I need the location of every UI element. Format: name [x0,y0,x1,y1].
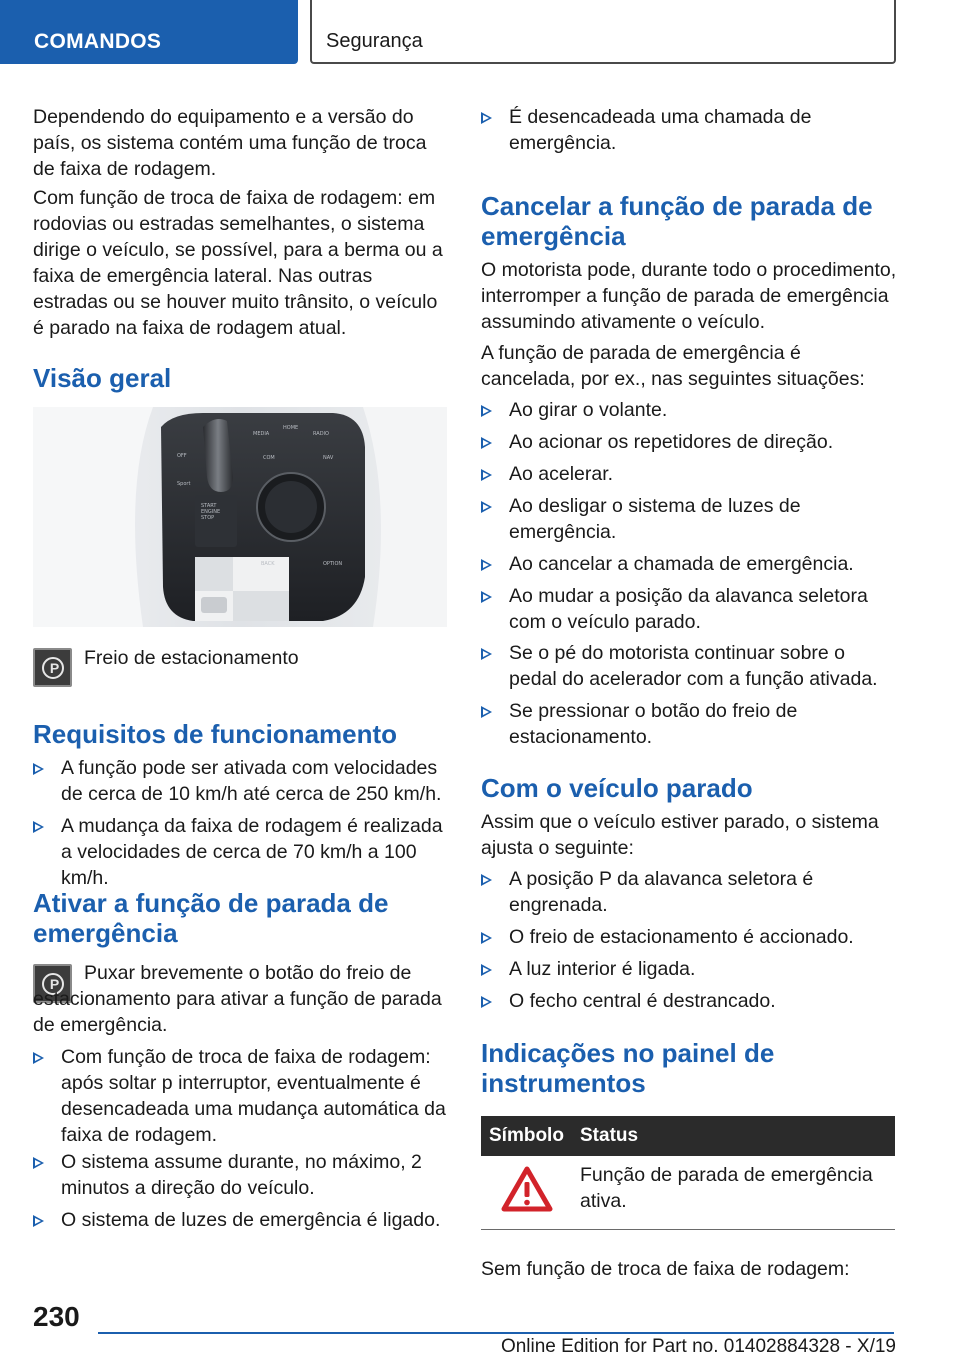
heading-activate: Ativar a função de parada de emergência [33,888,389,948]
bullet-triangle-icon [481,996,492,1008]
chapter-label: Segurança [326,30,423,52]
svg-text:BACK: BACK [261,561,275,567]
footer-rule [98,1332,894,1334]
bullet-triangle-icon [481,437,492,449]
list-item: Ao girar o volante. [481,397,897,423]
svg-text:MEDIA: MEDIA [253,431,270,437]
bullet-triangle-icon [33,1215,44,1227]
list-item: Se pressionar o botão do freio de estacionamento. [481,698,897,750]
intro-paragraph-1: Dependendo do equipamento e a versão do país, os sistema contém uma função de troca de faixa de rodagem. [33,106,427,180]
bullet-triangle-icon [33,1052,44,1064]
bullet-triangle-icon [481,706,492,718]
bullet-triangle-icon [481,932,492,944]
svg-text:STOP: STOP [201,515,215,521]
table-row [481,1156,895,1230]
list-item: A função pode ser ativada com velocidades de cerca de 10 km/h até cerca de 250 km/h. [33,755,447,807]
bullet-triangle-icon [33,1157,44,1169]
cancel-paragraph-1: O motorista pode, durante todo o procedimento, interromper a função de parada de emergência assumindo ativamente o veículo. [481,259,897,333]
bullet-triangle-icon [481,501,492,513]
parking-brake-caption: Freio de estacionamento [84,647,299,669]
bullet-triangle-icon [481,964,492,976]
parking-brake-icon: P [33,964,72,1003]
cancel-paragraph-2: A função de parada de emergência é cancelada, por ex., nas seguintes situações: [481,342,865,390]
status-text: Função de parada de emergência ativa. [580,1164,873,1212]
stopped-paragraph: Assim que o veículo estiver parado, o sistema ajusta o seguinte: [481,811,879,859]
warning-triangle-icon [501,1166,553,1212]
section-tab [0,0,298,64]
bullet-triangle-icon [481,469,492,481]
table-header [481,1116,895,1156]
svg-text:OFF: OFF [177,453,187,459]
center-console-photo [33,407,447,627]
svg-text:ENGINE: ENGINE [201,509,221,515]
chapter-box [310,0,896,64]
svg-text:START: START [201,503,217,509]
heading-stopped: Com o veículo parado [481,773,753,803]
heading-indications: Indicações no painel de instrumentos [481,1038,775,1098]
bullet-triangle-icon [33,763,44,775]
column-header-symbol: Símbolo [489,1125,564,1146]
list-item: O freio de estacionamento é accionado. [481,924,897,950]
svg-text:RADIO: RADIO [313,431,329,437]
intro-paragraph-2: Com função de troca de faixa de rodagem: em rodovias ou estradas semelhantes, o sistema dirige o veículo, se possível, para a berma ou a faixa de emergência lateral. Nas outras estradas ou se houver muito trânsito, o veículo é parado na faixa de rodagem atual. [33,187,443,339]
without-lane-change-text: Sem função de troca de faixa de rodagem: [481,1258,850,1280]
list-item: O sistema assume durante, no máximo, 2 minutos a direção do veículo. [33,1149,447,1201]
activate-paragraph: Puxar brevemente o botão do freio de estacionamento para ativar a função de parada de emergência. [33,962,442,1036]
svg-text:Sport: Sport [177,481,191,487]
svg-text:HOME: HOME [283,425,299,431]
list-item: Ao desligar o sistema de luzes de emergência. [481,493,897,545]
parking-brake-icon: P [33,648,72,687]
bullet-triangle-icon [481,112,492,124]
page-header [0,0,960,66]
heading-cancel: Cancelar a função de parada de emergência [481,191,873,251]
list-item: O fecho central é destrancado. [481,988,897,1014]
bullet-triangle-icon [33,821,44,833]
bullet-triangle-icon [481,648,492,660]
heading-requirements: Requisitos de funcionamento [33,719,398,749]
section-label: COMANDOS [34,30,162,53]
list-item: Ao acionar os repetidores de direção. [481,429,897,455]
list-item: Se o pé do motorista continuar sobre o pedal do acelerador com a função ativada. [481,640,897,692]
list-item: Ao acelerar. [481,461,897,487]
list-item: A posição P da alavanca seletora é engrenada. [481,866,897,918]
page-number: 230 [33,1301,80,1332]
bullet-triangle-icon [481,405,492,417]
list-item: O sistema de luzes de emergência é ligado. [33,1207,447,1233]
edition-text: Online Edition for Part no. 01402884328 - X/19 [500,1336,896,1357]
list-item: É desencadeada uma chamada de emergência. [481,104,895,156]
bullet-triangle-icon [481,559,492,571]
svg-text:COM: COM [263,455,275,461]
svg-text:OPTION: OPTION [323,561,343,567]
list-item: Ao mudar a posição da alavanca seletora com o veículo parado. [481,583,897,635]
bullet-triangle-icon [481,591,492,603]
list-item: A mudança da faixa de rodagem é realizada a velocidades de cerca de 70 km/h a 100 km/h. [33,813,447,891]
list-item: Ao cancelar a chamada de emergência. [481,551,897,577]
console-illustration [33,407,447,627]
bullet-triangle-icon [481,874,492,886]
column-header-status: Status [580,1125,639,1146]
list-item: A luz interior é ligada. [481,956,897,982]
heading-overview: Visão geral [33,363,172,393]
svg-text:NAV: NAV [323,455,334,461]
list-item: Com função de troca de faixa de rodagem: após soltar p interruptor, eventualmente é desencadeada uma mudança automática da faixa de rodagem. [33,1044,447,1148]
